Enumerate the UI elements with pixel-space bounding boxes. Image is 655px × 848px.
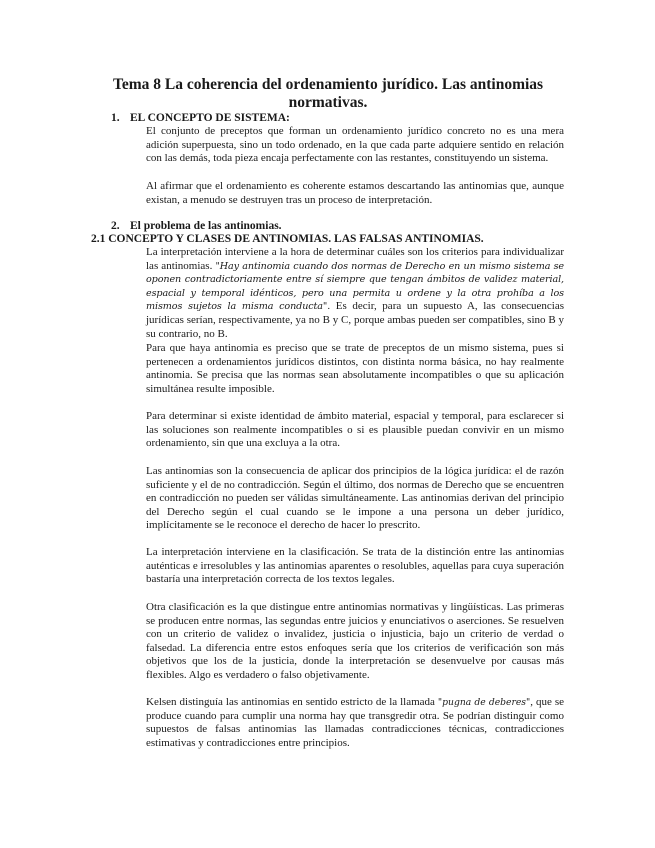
section-2-1-paragraph-5: La interpretación interviene en la clasificación. Se trata de la distinción entre las antinomias auténticas e irresolubles y las antinomias aparentes o resolubles, aquellas para cuya superación bastaría una interpretación correcta de los textos legales. — [146, 546, 564, 586]
section-1-title: EL CONCEPTO DE SISTEMA: — [130, 112, 290, 124]
section-2-1-heading: 2.1 CONCEPTO Y CLASES DE ANTINOMIAS. LAS FALSAS ANTINOMIAS. — [91, 233, 484, 245]
section-2-title: El problema de las antinomias. — [130, 220, 282, 232]
section-1-paragraph-1: El conjunto de preceptos que forman un ordenamiento jurídico concreto no es una mera adición superpuesta, sino un todo ordenado, en la que cada parte adquiere sentido en relación con las demás, toda pieza encaja perfectamente con las restantes, constituyendo un sistema. — [146, 125, 564, 165]
section-1-heading — [111, 112, 290, 125]
section-2-1-paragraph-1 — [146, 246, 564, 341]
section-2-heading — [111, 220, 282, 233]
section-2-1-paragraph-4: Las antinomias son la consecuencia de aplicar dos principios de la lógica jurídica: el de razón suficiente y el de no contradicción. Según el último, dos normas de Derecho que se encuentren en contradicción no pueden ser válidas simultáneamente. Las antinomias derivan del principio del Derecho según el cual cuando se le impone a una persona un deber jurídico, implícitamente se le reconoce el derecho de hacer lo prescrito. — [146, 465, 564, 532]
section-1-number: 1. — [111, 112, 120, 124]
section-2-number: 2. — [111, 220, 120, 232]
paragraph-7-conclusion: , que se produce cuando para cumplir una norma hay que transgredir otra. Se podrían distinguir como supuestos de falsas antinomias las llamadas contradicciones técnicas, contradicciones estimativas y contradicciones entre principios. — [146, 696, 565, 749]
section-2-1-paragraph-2: Para que haya antinomia es preciso que se trate de preceptos de un mismo sistema, pues si pertenecen a ordenamientos jurídicos distintos, con distinta norma básica, no hay realmente antinomia. Se precisa que las normas sean absolutamente incompatibles o que su aplicación simultánea resulte imposible. — [146, 342, 564, 395]
paragraph-1-conclusion: Es decir, para un supuesto A, las consecuencias jurídicas serían, respectivamente, ya no B y C, porque ambas pueden ser compatibles, sino B y su contrario, no B. — [146, 300, 564, 340]
section-2-1-paragraph-7 — [146, 696, 564, 750]
paragraph-7-intro: Kelsen distinguía las antinomias en sentido estricto de la llamada — [146, 696, 435, 708]
page-title: Tema 8 La coherencia del ordenamiento jurídico. Las antinomias normativas. — [112, 76, 544, 111]
definition-quote: "Hay antinomia cuando dos normas de Derecho en un mismo sistema se oponen contradictoriamente entre sí siempre que tengan ámbitos de validez material, espacial y temporal idénticos, pero una permita u ordene y la otra prohíba a los mismos sujetos la misma conducta". — [146, 260, 565, 313]
paragraph-1-intro: La interpretación interviene a la hora de determinar cuáles son los criterios para individualizar las antinomias. — [146, 246, 564, 272]
section-1-paragraph-2: Al afirmar que el ordenamiento es coherente estamos descartando las antinomias que, aunque existan, a menudo se destruyen tras un proceso de interpretación. — [146, 180, 564, 206]
pugna-de-deberes-quote: "pugna de deberes" — [437, 697, 531, 708]
section-2-1-paragraph-3: Para determinar si existe identidad de ámbito material, espacial y temporal, para esclarecer si las soluciones son realmente incompatibles o si es plausible puedan convivir en un mismo ordenamiento, sin que una excluya a la otra. — [146, 410, 564, 450]
section-2-1-paragraph-6: Otra clasificación es la que distingue entre antinomias normativas y lingüísticas. Las primeras se producen entre normas, las segundas entre juicios y enunciativos o aserciones. Se resuelven con un criterio de validez o invalidez, justicia o injusticia, bajo un criterio de verdad o falsedad. La diferencia entre estos enfoques sería que los criterios de verificación son más objetivos que los de la justicia, donde la interpretación se desenvuelve por causas más flexibles. Algo es verdadero o falso objetivamente. — [146, 601, 564, 681]
